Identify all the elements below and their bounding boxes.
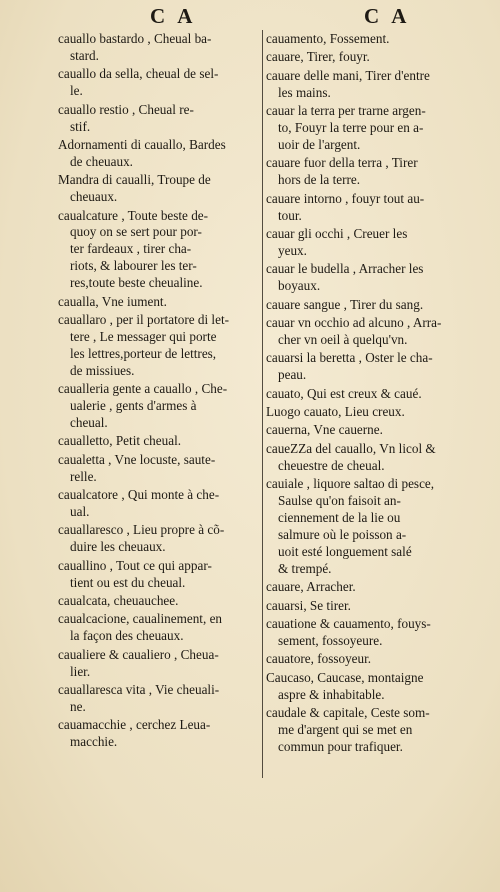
entry-continuation: riots, & labourer les ter- [70,258,197,274]
entry-headline: cauiale , liquore saltao di pesce, [266,476,435,492]
entry-continuation: Saulse qu'on faisoit an- [278,493,401,509]
entry-continuation: uoit esté longuement salé [278,543,412,559]
entry-continuation: le. [70,83,83,99]
entry-headline: cauallo da sella, cheual de sel- [58,66,219,82]
entry-continuation: ciennement de la lie ou [278,509,401,525]
entry-continuation: me d'argent qui se met en [278,721,413,737]
entry-continuation: de missiues. [70,362,135,378]
entry-continuation: tient ou est du cheual. [70,574,186,590]
entry-headline: cauare delle mani, Tirer d'entre [266,67,430,83]
dictionary-entry [266,68,474,102]
entry-headline: cauamento, Fossement. [266,31,390,46]
entry-continuation: relle. [70,468,97,484]
dictionary-entry [266,31,474,48]
dictionary-entry [58,381,262,432]
entry-headline: cauare sangue , Tirer du sang. [266,296,424,312]
dictionary-entry [58,593,262,610]
entry-continuation: duire les cheuaux. [70,539,166,555]
dictionary-entry [58,137,262,171]
entry-headline: cauare, Tirer, fouyr. [266,49,370,65]
entry-continuation: de cheuaux. [70,153,133,169]
entry-headline: Caucaso, Caucase, montaigne [266,669,424,685]
dictionary-entry [58,102,262,136]
entry-headline: caualcata, cheuauchee. [58,593,179,608]
entry-continuation: stard. [70,47,99,63]
dictionary-entry [266,49,474,66]
dictionary-entry [58,172,262,206]
entry-headline: cauatione & cauamento, fouys- [266,615,431,631]
column-rule [262,30,263,778]
entry-continuation: cheuestre de cheual. [278,457,385,473]
dictionary-entry [58,452,262,486]
entry-headline: caualcacione, caualinement, en [58,611,223,627]
entry-headline: cauallaresco , Lieu propre à cõ- [58,522,225,538]
entry-headline: caudale & capitale, Ceste som- [266,704,430,720]
entry-continuation: to, Fouyr la terre pour en a- [278,120,424,136]
entry-headline: caualiere & caualiero , Cheua- [58,646,219,662]
dictionary-entry [58,487,262,521]
entry-headline: cauallino , Tout ce qui appar- [58,557,212,573]
dictionary-entry [266,616,474,650]
entry-continuation: cheual. [70,414,108,430]
entry-headline: caualletto, Petit cheual. [58,433,182,449]
running-head-right: C A [364,4,411,28]
entry-continuation: les lettres,porteur de lettres, [70,345,217,361]
entry-continuation: salmure où le poisson a- [278,526,407,542]
dictionary-entry [266,422,474,439]
entry-continuation: stif. [70,118,91,134]
entry-headline: cauerna, Vne cauerne. [266,422,383,438]
entry-continuation: ualerie , gents d'armes à [70,398,197,414]
entry-headline: caualcature , Toute beste de- [58,207,209,223]
dictionary-entry [58,647,262,681]
entry-headline: caualleria gente a cauallo , Che- [58,381,228,397]
dictionary-entry [58,717,262,751]
entry-headline: cauamacchie , cerchez Leua- [58,717,211,733]
entry-headline: cauar gli occhi , Creuer les [266,225,408,241]
dictionary-entry [266,476,474,577]
dictionary-entry [58,208,262,293]
dictionary-entry [266,191,474,225]
entry-headline: cauallaresca vita , Vie cheuali- [58,682,220,698]
entry-continuation: boyaux. [278,278,321,294]
entry-continuation: lier. [70,663,91,679]
dictionary-entry [58,31,262,65]
dictionary-entry [58,66,262,100]
dictionary-entry [266,226,474,260]
entry-headline: cauare, Arracher. [266,579,356,595]
entry-continuation: peau. [278,367,307,383]
entry-continuation: tour. [278,207,302,223]
dictionary-entry [266,404,474,421]
entry-continuation: yeux. [278,242,307,258]
entry-continuation: les mains. [278,84,331,100]
entry-continuation: hors de la terre. [278,172,361,188]
dictionary-entry [266,651,474,668]
entry-headline: caualcatore , Qui monte à che- [58,487,220,503]
running-head-left: C A [150,4,197,28]
entry-continuation: aspre & inhabitable. [278,686,385,702]
dictionary-entry [58,522,262,556]
entry-continuation: uoir de l'argent. [278,136,361,152]
entry-headline: cauar vn occhio ad alcuno , Arra- [266,315,442,330]
entry-continuation: sement, fossoyeure. [278,632,383,648]
entry-continuation: quoy on se sert pour por- [70,224,202,240]
entry-continuation: ne. [70,698,86,714]
entry-headline: Adornamenti di cauallo, Bardes [58,136,226,152]
entry-headline: cauare fuor della terra , Tirer [266,155,418,171]
entry-headline: cauare intorno , fouyr tout au- [266,190,425,206]
entry-headline: cauarsi, Se tirer. [266,597,351,613]
dictionary-entry [266,103,474,154]
dictionary-entry [58,312,262,380]
dictionary-entry [266,441,474,475]
entry-headline: cauato, Qui est creux & caué. [266,385,422,401]
dictionary-entry [58,682,262,716]
entry-headline: caueZZa del cauallo, Vn licol & [266,440,436,456]
dictionary-entry [266,670,474,704]
entry-headline: Luogo cauato, Lieu creux. [266,404,405,420]
dictionary-entry [266,350,474,384]
entry-continuation: ter fardeaux , tirer cha- [70,241,192,257]
entry-headline: cauallo restio , Cheual re- [58,101,194,117]
dictionary-entry [266,705,474,756]
entry-continuation: la façon des cheuaux. [70,628,184,644]
entry-headline: caualla, Vne iument. [58,293,167,309]
entry-headline: cauallo bastardo , Cheual ba- [58,31,212,46]
dictionary-entry [266,579,474,596]
entry-headline: caualetta , Vne locuste, saute- [58,451,216,467]
dictionary-entry [266,315,474,349]
entry-continuation: & trempé. [278,560,332,576]
entry-headline: cauallaro , per il portatore di let- [58,312,229,327]
entry-continuation: tere , Le messager qui porte [70,328,217,344]
entry-continuation: cher vn oeil à quelqu'vn. [278,331,408,347]
entry-headline: cauar la terra per trarne argen- [266,103,426,119]
entry-continuation: macchie. [70,734,118,750]
dictionary-entry [266,386,474,403]
entry-headline: cauar le budella , Arracher les [266,261,424,277]
dictionary-entry [58,294,262,311]
dictionary-entry [266,598,474,615]
left-column [58,31,262,753]
entry-continuation: cheuaux. [70,189,118,205]
entry-headline: Mandra di caualli, Troupe de [58,172,211,188]
dictionary-entry [58,558,262,592]
entry-headline: cauarsi la beretta , Oster le cha- [266,350,433,366]
dictionary-entry [266,261,474,295]
dictionary-entry [266,297,474,314]
dictionary-entry [266,155,474,189]
entry-continuation: res,toute beste cheualine. [70,275,203,291]
dictionary-entry [58,611,262,645]
dictionary-entry [58,433,262,450]
entry-continuation: commun pour trafiquer. [278,738,403,754]
right-column [266,31,474,757]
entry-headline: cauatore, fossoyeur. [266,651,372,667]
entry-continuation: ual. [70,503,90,519]
